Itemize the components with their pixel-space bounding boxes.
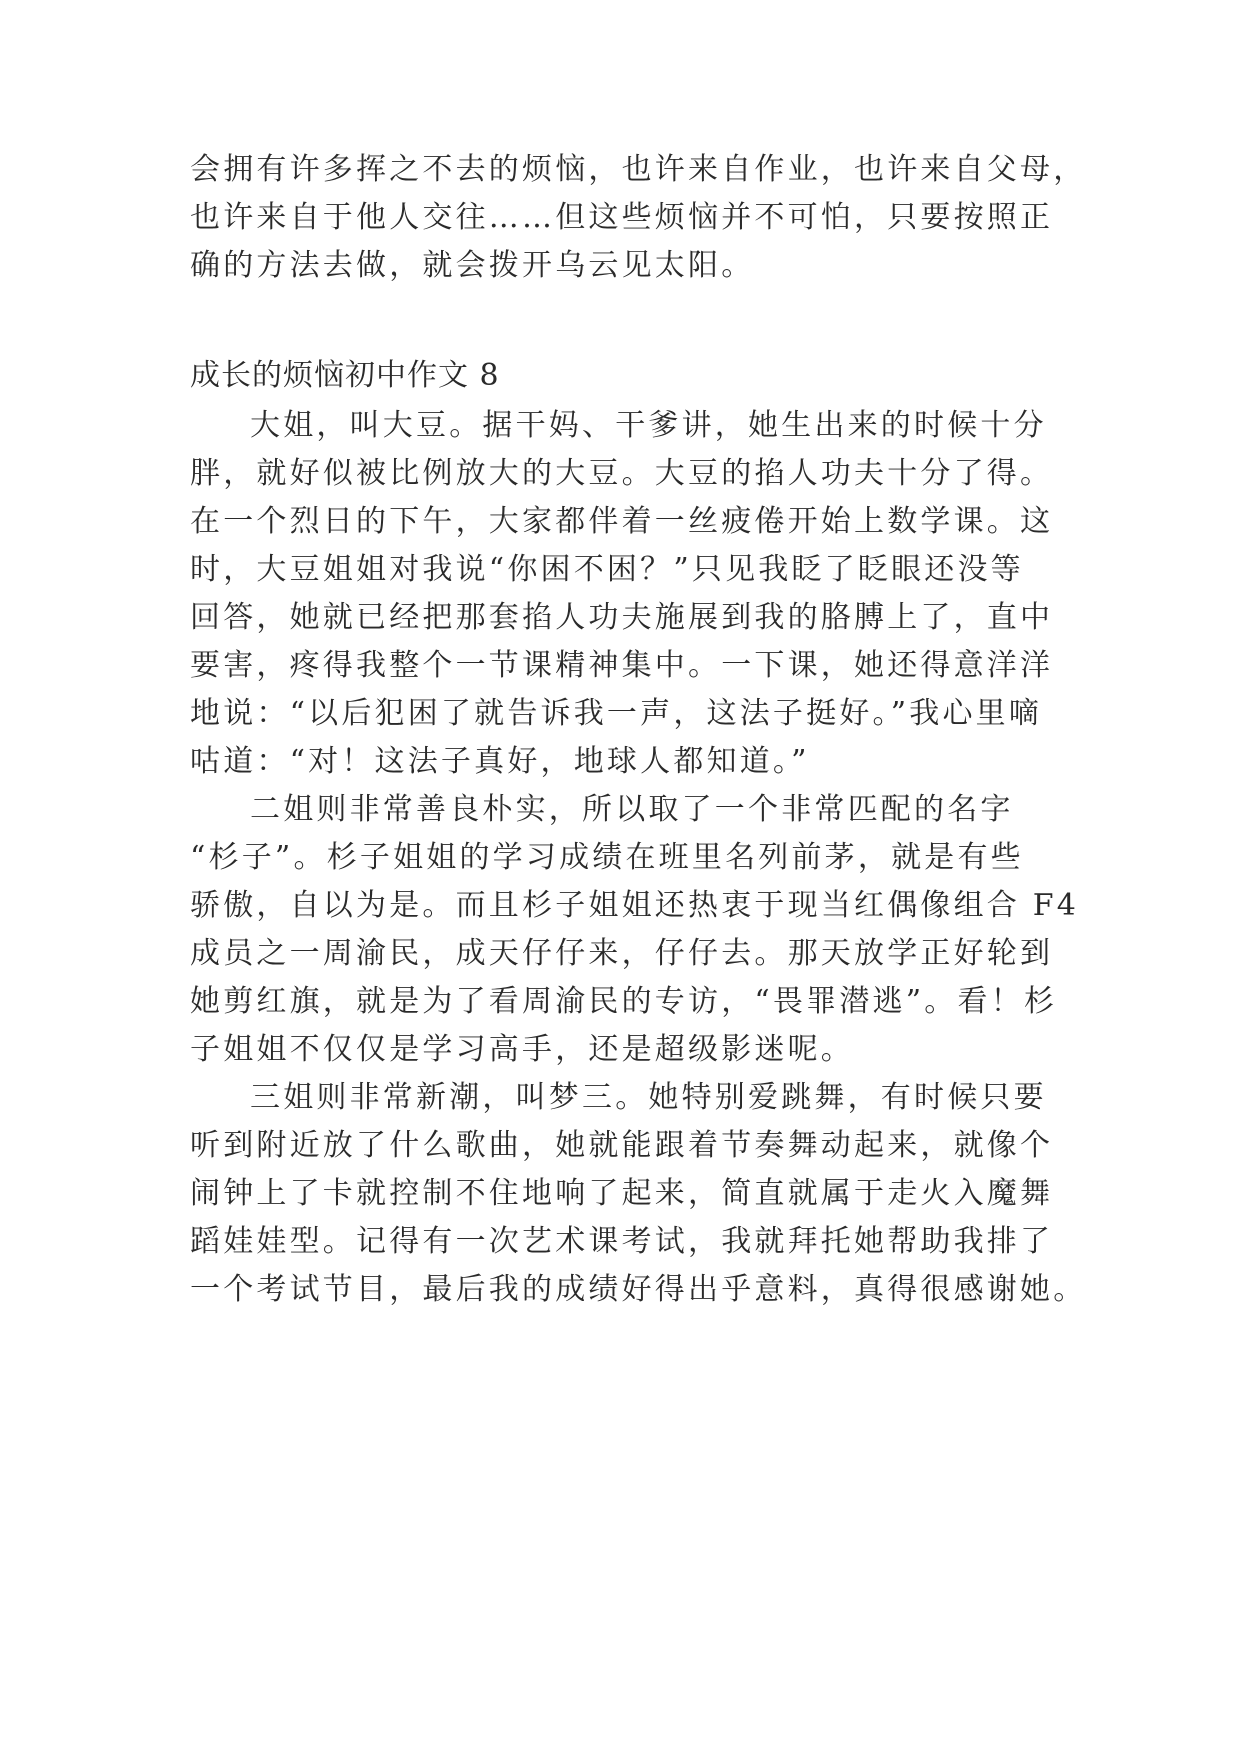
paragraph-line: 二姐则非常善良朴实，所以取了一个非常匹配的名字 bbox=[250, 792, 1014, 827]
paragraph-line: 骄傲，自以为是。而且杉子姐姐还热衷于现当红偶像组合 F4 bbox=[190, 888, 1080, 923]
paragraph-line: 咕道：“对！这法子真好，地球人都知道。” bbox=[190, 744, 810, 779]
paragraph-line: 要害，疼得我整个一节课精神集中。一下课，她还得意洋洋 bbox=[190, 648, 1054, 683]
paragraph-line: 在一个烈日的下午，大家都伴着一丝疲倦开始上数学课。这 bbox=[190, 504, 1054, 539]
paragraph-line: 回答，她就已经把那套掐人功夫施展到我的胳膊上了，直中 bbox=[190, 600, 1054, 635]
paragraph-line: 大姐，叫大豆。据干妈、干爹讲，她生出来的时候十分 bbox=[250, 408, 1047, 443]
intro-line: 也许来自于他人交往……但这些烦恼并不可怕，只要按照正 bbox=[190, 200, 1054, 235]
paragraph-line: 地说：“以后犯困了就告诉我一声，这法子挺好。”我心里嘀 bbox=[190, 696, 1043, 731]
paragraph-line: “杉子”。杉子姐姐的学习成绩在班里名列前茅，就是有些 bbox=[190, 840, 1024, 875]
intro-line: 会拥有许多挥之不去的烦恼，也许来自作业，也许来自父母， bbox=[190, 152, 1087, 187]
paragraph-line: 一个考试节目，最后我的成绩好得出乎意料，真得很感谢她。 bbox=[190, 1272, 1087, 1307]
intro-line: 确的方法去做，就会拨开乌云见太阳。 bbox=[190, 248, 755, 283]
paragraph-line: 闹钟上了卡就控制不住地响了起来，简直就属于走火入魔舞 bbox=[190, 1176, 1054, 1211]
paragraph-line: 子姐姐不仅仅是学习高手，还是超级影迷呢。 bbox=[190, 1032, 854, 1067]
paragraph-line: 三姐则非常新潮，叫梦三。她特别爱跳舞，有时候只要 bbox=[250, 1080, 1047, 1115]
paragraph-line: 胖，就好似被比例放大的大豆。大豆的掐人功夫十分了得。 bbox=[190, 456, 1054, 491]
paragraph-line: 蹈娃娃型。记得有一次艺术课考试，我就拜托她帮助我排了 bbox=[190, 1224, 1054, 1259]
paragraph-line: 时，大豆姐姐对我说“你困不困？”只见我眨了眨眼还没等 bbox=[190, 552, 1024, 587]
paragraph-line: 成员之一周渝民，成天仔仔来，仔仔去。那天放学正好轮到 bbox=[190, 936, 1054, 971]
paragraph-line: 听到附近放了什么歌曲，她就能跟着节奏舞动起来，就像个 bbox=[190, 1128, 1054, 1163]
paragraph-line: 她剪红旗，就是为了看周渝民的专访，“畏罪潜逃”。看！杉 bbox=[190, 984, 1058, 1019]
section-title: 成长的烦恼初中作文 8 bbox=[190, 358, 500, 393]
